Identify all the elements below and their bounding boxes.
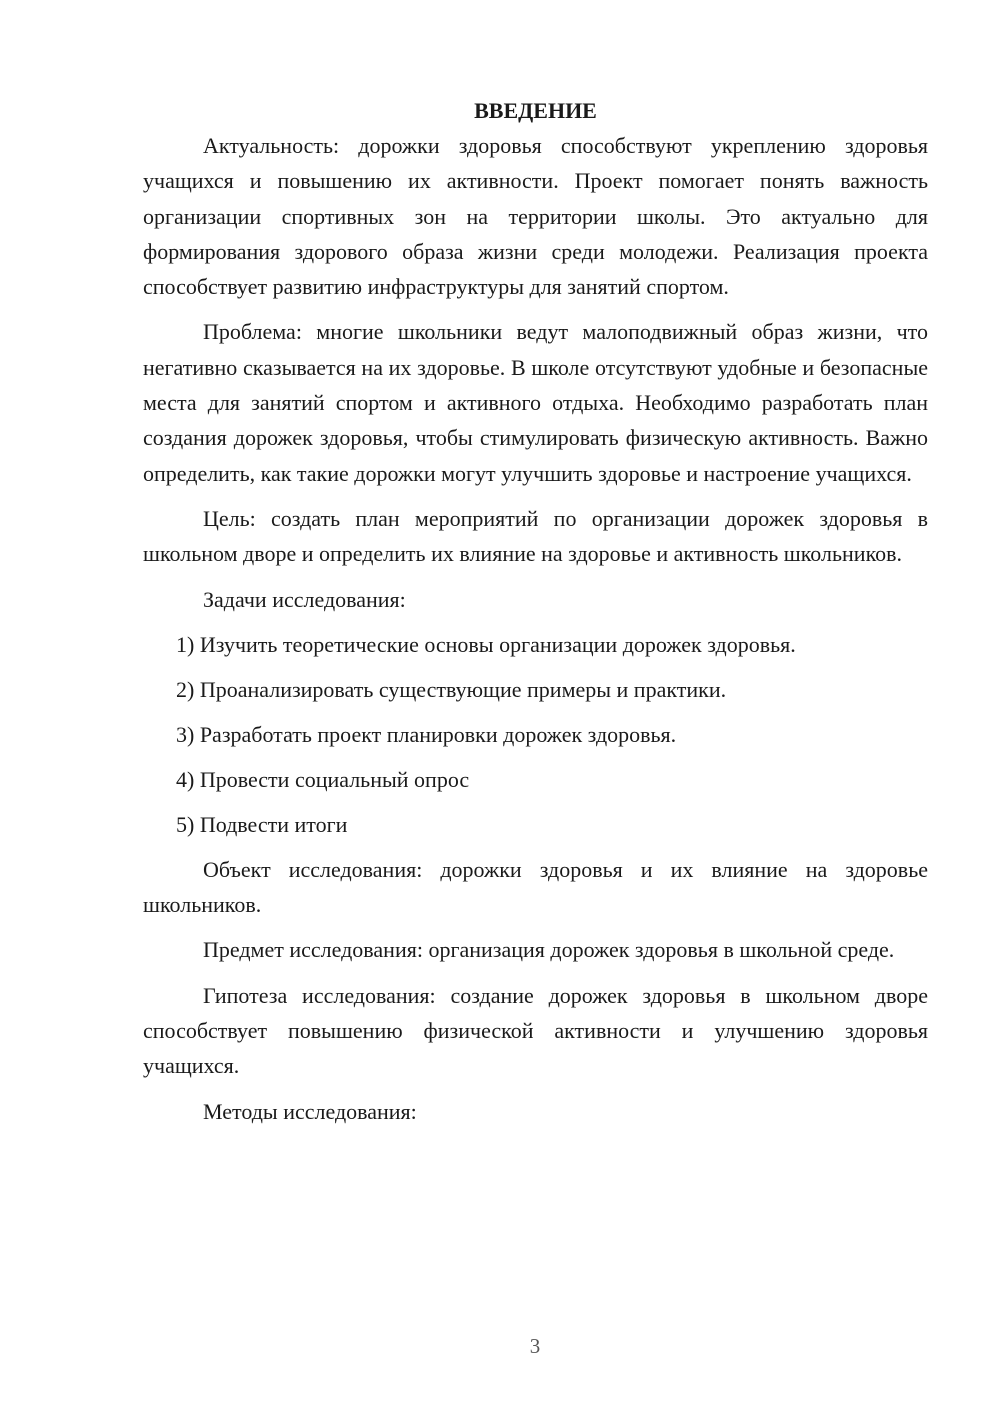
task-item: 5) Подвести итоги: [176, 811, 348, 837]
document-page: [143, 93, 928, 1129]
subject-paragraph: Предмет исследования: организация дорожек здоровья в школьной среде.: [203, 937, 895, 963]
hypothesis-paragraph: Гипотеза исследования: создание дорожек здоровья в школьном дворе способствует повышению физической активности и улучшению здоровья учащихся.: [143, 982, 928, 1079]
page-number: 3: [529, 1334, 541, 1358]
problem-paragraph: Проблема: многие школьники ведут малоподвижный образ жизни, что негативно сказывается на их здоровье. В школе отсутствуют удобные и безопасные места для занятий спортом и активного отдыха. Необходимо разработать план создания дорожек здоровья, чтобы стимулировать физическую активность. Важно определить, как такие дорожки могут улучшить здоровье и настроение учащихся.: [143, 319, 928, 486]
task-item: 2) Проанализировать существующие примеры и практики.: [176, 676, 727, 702]
methods-heading: Методы исследования:: [203, 1098, 417, 1124]
relevance-paragraph: Актуальность: дорожки здоровья способствуют укреплению здоровья учащихся и повышению их активности. Проект помогает понять важность организации спортивных зон на территории школы. Это актуально для формирования здорового образа жизни среди молодежи. Реализация проекта способствует развитию инфраструктуры для занятий спортом.: [143, 133, 928, 300]
goal-paragraph: Цель: создать план мероприятий по организации дорожек здоровья в школьном дворе и определить их влияние на здоровье и активность школьников.: [143, 505, 928, 567]
task-item: 3) Разработать проект планировки дорожек здоровья.: [176, 721, 677, 747]
tasks-list: [143, 627, 928, 842]
task-item: 4) Провести социальный опрос: [176, 766, 470, 792]
document-title: ВВЕДЕНИЕ: [474, 98, 597, 123]
task-item: 1) Изучить теоретические основы организации дорожек здоровья.: [176, 631, 796, 657]
tasks-heading: Задачи исследования:: [203, 586, 406, 612]
object-paragraph: Объект исследования: дорожки здоровья и их влияние на здоровье школьников.: [143, 856, 928, 918]
